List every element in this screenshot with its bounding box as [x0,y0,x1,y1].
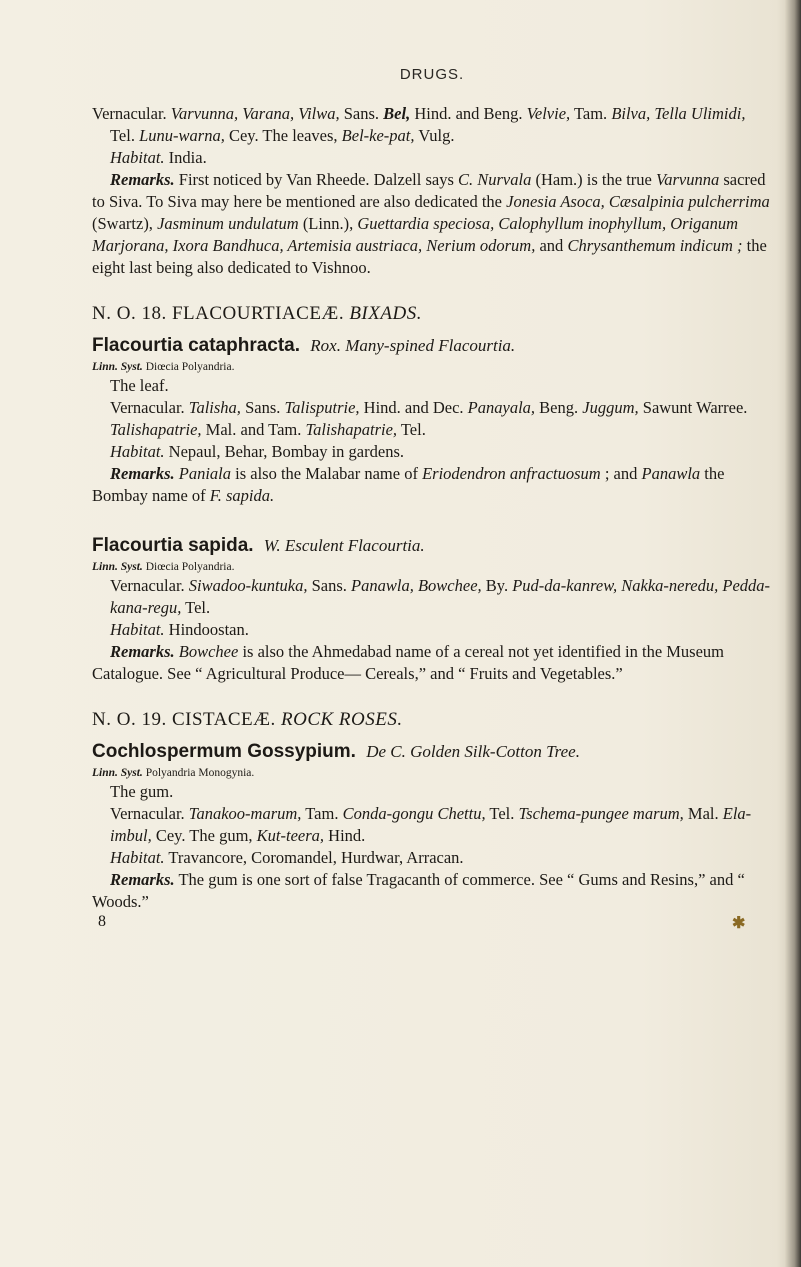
text-run: Lunu-warna, [139,126,225,145]
habitat-label: Habitat. [110,620,165,639]
species-name: Flacourtia sapida. [92,535,254,556]
text-run: Mal. and Tam. [201,420,306,439]
linn-label: Linn. Syst. [92,767,143,779]
remarks-label: Remarks. [110,870,175,889]
text-run: Kut-teera, [256,826,325,845]
section-heading-19 [92,709,772,731]
text-run: Panawla [641,464,701,483]
text-run: (Swartz), [92,214,158,233]
text-run: Panayala, [467,398,536,417]
text-run: The gum is one sort of false Tragacanth of commerce. See “ Gums and Resins,” and “ Woods.” [92,870,745,911]
cochlospermum-remarks [92,869,772,913]
text-run: Talishapatrie, [110,420,202,439]
text-run: Bilva, Tella Ulimidi, [611,104,746,123]
text-run: Sawunt Warree. [638,398,748,417]
text-run: Bel-ke-pat, [341,126,415,145]
text-run: Cey. The gum, [151,826,257,845]
vernacular-text [110,398,747,439]
cataphracta-vernacular [92,397,772,441]
text-run: Tschema-pungee marum, [518,804,684,823]
vernacular-label: Vernacular. [110,804,185,823]
text-run: Siwadoo-kuntuka, [188,576,308,595]
intro-remarks-label: Remarks. [110,170,175,189]
page-content [92,66,772,937]
remarks-label: Remarks. [110,642,175,661]
text-run: Beng. [535,398,583,417]
species-heading-sapida [92,535,772,557]
species-name: Flacourtia cataphracta. [92,335,301,356]
section-18-family: FLACOURTIACEÆ. [171,303,345,324]
intro-vernacular-label: Vernacular. [92,104,167,123]
text-run: Tel. [181,598,211,617]
section-19-family: CISTACEÆ. [171,709,276,730]
intro-remarks-text [92,170,770,277]
intro-vernacular [92,103,772,147]
sapida-remarks [92,641,772,685]
species-authority: Rox. [310,336,341,355]
section-19-common: ROCK ROSES. [281,709,403,730]
text-run: Tel. [110,126,140,145]
habitat-label: Habitat. [110,848,165,867]
habitat-text: Travancore, Coromandel, Hurdwar, Arracan. [164,848,464,867]
text-run: F. sapida. [209,486,275,505]
intro-habitat-label: Habitat. [110,148,165,167]
intro-vernacular-text [110,104,745,145]
linnaean-system [92,767,772,779]
text-run: Paniala [178,464,232,483]
linnaean-system [92,561,772,573]
text-run: Sans. [240,398,285,417]
linnaean-system [92,361,772,373]
text-run: Eriodendron anfractuosum [422,464,601,483]
intro-habitat-text: India. [164,148,207,167]
text-run: Sans. [307,576,352,595]
text-run: Tel. [397,420,426,439]
text-run: sacred to Siva. To Siva may here be mentioned are also dedicated the [92,170,766,211]
remarks-label: Remarks. [110,464,175,483]
text-run: Guettardia speciosa, Calophyllum inophyllum, Origanum Marjorana, Ixora Bandhuca, Artemisia austriaca, Nerium odorum, [92,214,739,255]
species-common-name: Many-spined Flacourtia. [345,336,516,355]
habitat-label: Habitat. [110,442,165,461]
page-edge-shadow [785,0,801,1267]
page-number: 8 [98,913,106,930]
printer-mark-icon: ✱ [732,915,746,932]
running-head: DRUGS. [399,66,465,83]
text-run: Talisputrie, [284,398,360,417]
linn-text: Polyandria Monogynia. [145,767,255,779]
species-heading-cataphracta [92,335,772,357]
vernacular-text [110,576,770,617]
intro-habitat [92,147,772,169]
text-run: Talishapatrie, [305,420,398,439]
species-name: Cochlospermum Gossypium. [92,741,356,762]
intro-remarks [92,169,772,279]
text-run: Jasminum undulatum [157,214,299,233]
text-run: Bel, [383,104,411,123]
sapida-habitat [92,619,772,641]
species-authority: W. [263,536,281,555]
linn-label: Linn. Syst. [92,561,143,573]
text-run: Vulg. [414,126,455,145]
linn-text: Diœcia Polyandria. [145,561,235,573]
linn-text: Diœcia Polyandria. [145,361,235,373]
text-run: is also the Ahmedabad name of a cereal not yet identified in the Museum Catalogue. See “ Agricultural Produce— Cereals,” and “ Fruits and Vegetables.” [92,642,725,683]
text-run: Cey. The leaves, [224,126,342,145]
text-run: Hind. and Beng. [410,104,527,123]
species-authority: De C. [366,742,406,761]
section-heading-18 [92,303,772,325]
text-run: Tam. [301,804,343,823]
text-run: Sans. [339,104,384,123]
text-run: (Linn.), [298,214,358,233]
remarks-text [92,870,745,911]
remarks-text [92,464,724,505]
vernacular-label: Vernacular. [110,398,185,417]
text-run: Varvunna, Varana, Vilwa, [170,104,340,123]
text-run: Ela-imbul, [110,804,752,845]
remarks-text [92,642,724,683]
text-run: Jonesia Asoca, Cæsalpinia pulcherrima [506,192,770,211]
text-run: First noticed by Van Rheede. Dalzell says [174,170,458,189]
text-run: Talisha, [188,398,241,417]
sapida-vernacular [92,575,772,619]
text-run: Hind. [324,826,366,845]
text-run: C. Nurvala [458,170,532,189]
text-run: Hind. and Dec. [359,398,468,417]
text-run: Velvie, [526,104,571,123]
vernacular-label: Vernacular. [110,576,185,595]
spacer [92,507,772,529]
text-run: Conda-gongu Chettu, [342,804,486,823]
text-run: and [535,236,568,255]
text-run: Pud-da-kanrew, Nakka-neredu, Pedda-kana-regu, [110,576,771,617]
species-common-name: Esculent Flacourtia. [284,536,425,555]
text-run: Juggum, [582,398,639,417]
cataphracta-remarks [92,463,772,507]
part-used: The leaf. [110,376,169,395]
text-run: Varvunna [655,170,720,189]
species-heading-cochlospermum [92,741,772,763]
text-run: By. [481,576,513,595]
habitat-text: Nepaul, Behar, Bombay in gardens. [164,442,404,461]
text-run: Tel. [485,804,519,823]
text-run: ; and [600,464,642,483]
cochlospermum-vernacular [92,803,772,847]
page-footer [92,913,772,937]
text-run: (Ham.) is the true [531,170,656,189]
text-run: Chrysanthemum indicum ; [567,236,743,255]
text-run: Tanakoo-marum, [188,804,302,823]
cochlospermum-habitat [92,847,772,869]
habitat-text: Hindoostan. [164,620,249,639]
text-run: is also the Malabar name of [231,464,423,483]
linn-label: Linn. Syst. [92,361,143,373]
section-18-order: N. O. 18. [92,303,167,324]
cataphracta-habitat [92,441,772,463]
text-run: Panawla, Bowchee, [351,576,482,595]
vernacular-text [110,804,751,845]
part-used: The gum. [110,782,174,801]
text-run: Tam. [570,104,612,123]
section-19-order: N. O. 19. [92,709,167,730]
species-common-name: Golden Silk-Cotton Tree. [410,742,580,761]
text-run: the Bombay name of [92,464,725,505]
text-run: Bowchee [178,642,239,661]
section-18-common: BIXADS. [349,303,422,324]
text-run: Mal. [683,804,723,823]
text-run: the eight last being also dedicated to Vishnoo. [92,236,767,277]
